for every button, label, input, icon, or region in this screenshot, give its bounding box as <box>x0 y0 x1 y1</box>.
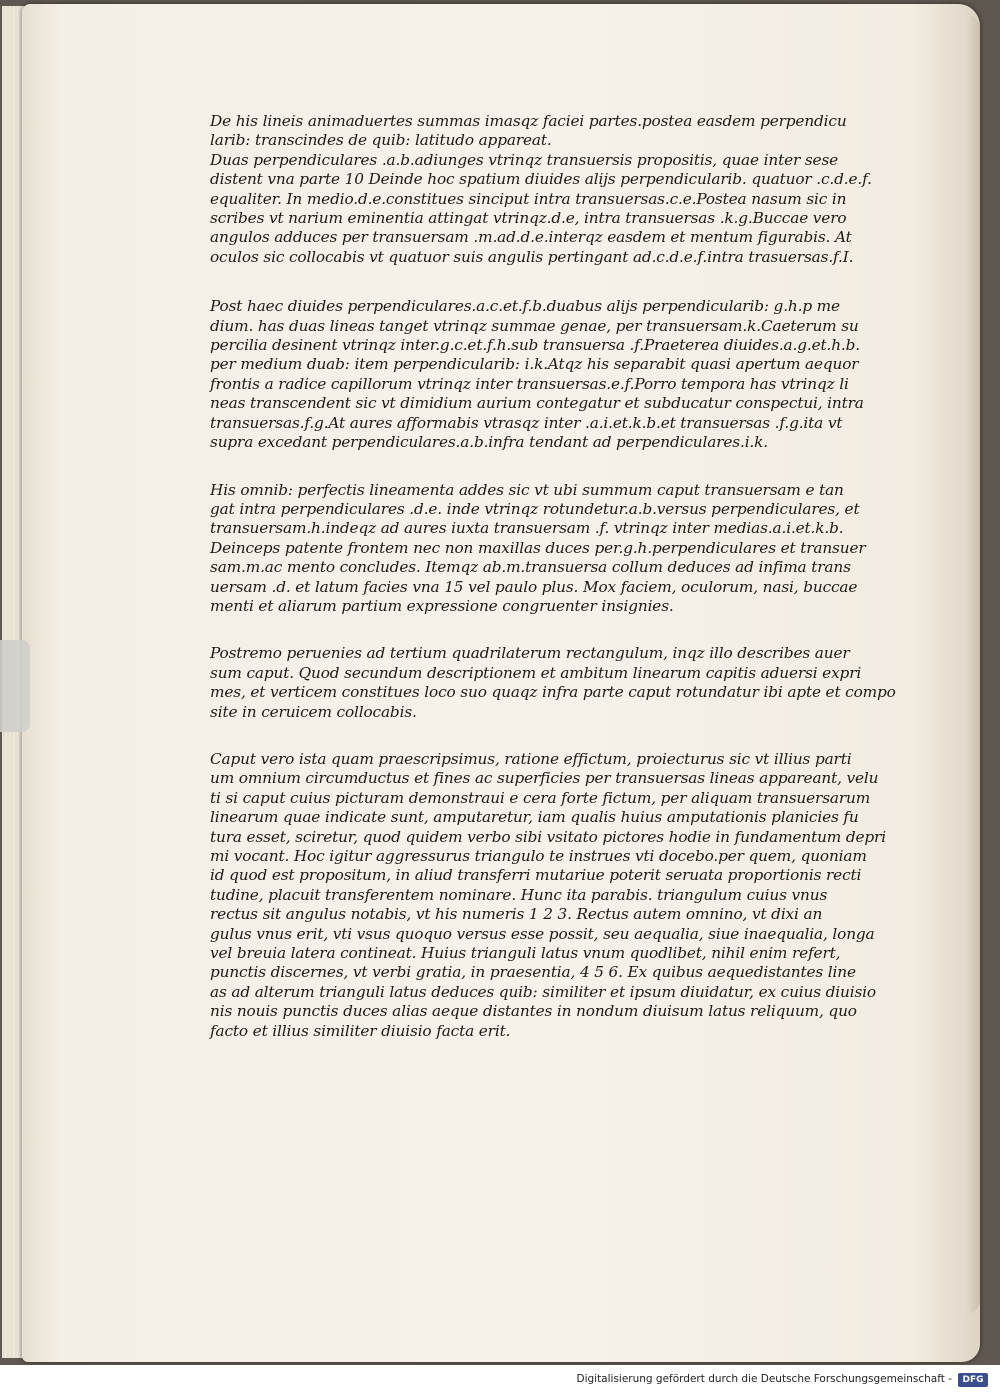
text-line: Post haec diuides perpendiculares.a.c.et.f.b.duabus alijs perpendicularib: g.h.p me <box>210 297 840 316</box>
scanner-tab-marker <box>0 640 30 732</box>
page-edge <box>962 14 980 1314</box>
paragraph-6 <box>210 750 910 1041</box>
text-line: scribes vt narium eminentia attingat vtrinqz.d.e, intra transuersas .k.g.Buccae vero <box>210 209 847 228</box>
text-line: uersam .d. et latum facies vna 15 vel paulo plus. Mox faciem, oculorum, nasi, buccae <box>210 577 858 596</box>
text-line: gulus vnus erit, vti vsus quoquo versus esse possit, seu aequalia, siue inaequalia, longa <box>210 924 875 943</box>
text-line: punctis discernes, vt verbi gratia, in praesentia, 4 5 6. Ex quibus aequedistantes line <box>210 963 856 982</box>
text-line: facto et illius similiter diuisio facta erit. <box>210 1021 511 1040</box>
text-line: ti si caput cuius picturam demonstraui e cera forte fictum, per aliquam transuersarum <box>210 788 871 807</box>
paragraph-4 <box>210 481 910 617</box>
text-line: transuersam.h.indeqz ad aures iuxta transuersam .f. vtrinqz inter medias.a.i.et.k.b. <box>210 519 844 538</box>
text-line: percilia desinent vtrinqz inter.g.c.et.f.h.sub transuersa .f.Praeterea diuides.a.g.et.h.b. <box>210 336 860 355</box>
funding-credit: Digitalisierung gefördert durch die Deutsche Forschungsgemeinschaft - <box>576 1373 952 1385</box>
text-line: vel breuia latera contineat. Huius trianguli latus vnum quodlibet, nihil enim refert, <box>210 944 841 963</box>
text-line: sum caput. Quod secundum descriptionem et ambitum linearum capitis aduersi expri <box>210 663 862 682</box>
paragraph-5 <box>210 644 910 722</box>
text-line: larib: transcindes de quib: latitudo appareat. <box>210 131 552 150</box>
text-line: Duas perpendiculares .a.b.adiunges vtrinqz transuersis propositis, quae inter sese <box>210 150 839 169</box>
text-line: De his lineis animaduertes summas imasqz faciei partes.postea easdem perpendicu <box>210 112 847 130</box>
text-line: transuersas.f.g.At aures afformabis vtrasqz inter .a.i.et.k.b.et transuersas .f.g.ita vt <box>210 413 843 432</box>
text-line: frontis a radice capillorum vtrinqz inter transuersas.e.f.Porro tempora has vtrinqz li <box>210 374 849 393</box>
text-line: supra excedant perpendiculares.a.b.infra tendant ad perpendiculares.i.k. <box>210 433 768 452</box>
text-line: Caput vero ista quam praescripsimus, ratione effictum, proiecturus sic vt illius parti <box>210 749 852 768</box>
text-line: um omnium circumductus et fines ac superficies per transuersas lineas appareant, velu <box>210 769 879 788</box>
text-line: neas transcendent sic vt dimidium aurium contegatur et subducatur conspectui, intra <box>210 394 864 413</box>
dfg-logo-icon: DFG <box>958 1373 988 1387</box>
paragraph-1 <box>210 112 910 151</box>
text-line: sam.m.ac mento concludes. Itemqz ab.m.transuersa collum deduces ad infima trans <box>210 558 851 577</box>
text-line: nis nouis punctis duces alias aeque distantes in nondum diuisum latus reliquum, quo <box>210 1002 857 1021</box>
footer-bar <box>0 1365 1000 1395</box>
paragraph-2 <box>210 151 910 267</box>
text-line: menti et aliarum partium expressione congruenter insignies. <box>210 596 674 615</box>
text-line: tura esset, sciretur, quod quidem verbo sibi vsitato pictores hodie in fundamentum depri <box>210 827 886 846</box>
text-line: Deinceps patente frontem nec non maxillas duces per.g.h.perpendiculares et transuer <box>210 538 866 557</box>
text-line: distent vna parte 10 Deinde hoc spatium diuides alijs perpendicularib. quatuor .c.d.e.f. <box>210 170 872 189</box>
text-line: tudine, placuit transferentem nominare. Hunc ita parabis. triangulum cuius vnus <box>210 885 828 904</box>
text-line: gat intra perpendiculares .d.e. inde vtrinqz rotundetur.a.b.versus perpendiculares, et <box>210 499 860 518</box>
text-line: linearum quae indicate sunt, amputaretur, iam qualis huius amputationis planicies fu <box>210 808 859 827</box>
text-line: oculos sic collocabis vt quatuor suis angulis pertingant ad.c.d.e.f.intra trasuersas.f.I. <box>210 247 854 266</box>
book-page <box>22 4 980 1362</box>
text-line: angulos adduces per transuersam .m.ad.d.e.interqz easdem et mentum figurabis. At <box>210 228 852 247</box>
text-line: per medium duab: item perpendicularib: i.k.Atqz his separabit quasi apertum aequor <box>210 355 859 374</box>
text-line: site in ceruicem collocabis. <box>210 702 417 721</box>
text-line: dium. has duas lineas tanget vtrinqz summae genae, per transuersam.k.Caeterum su <box>210 316 859 335</box>
page-text <box>210 112 910 1069</box>
text-line: His omnib: perfectis lineamenta addes sic vt ubi summum caput transuersam e tan <box>210 480 844 499</box>
text-line: as ad alterum trianguli latus deduces quib: similiter et ipsum diuidatur, ex cuius diuisio <box>210 982 876 1001</box>
text-line: equaliter. In medio.d.e.constitues sinciput intra transuersas.c.e.Postea nasum sic in <box>210 189 847 208</box>
text-line: mes, et verticem constitues loco suo quaqz infra parte caput rotundatur ibi apte et compo <box>210 683 896 702</box>
paragraph-3 <box>210 297 910 452</box>
text-line: mi vocant. Hoc igitur aggressurus triangulo te instrues vti docebo.per quem, quoniam <box>210 847 867 865</box>
text-line: id quod est propositum, in aliud transferri mutariue poterit seruata proportionis recti <box>210 866 862 885</box>
text-line: Postremo peruenies ad tertium quadrilaterum rectangulum, inqz illo describes auer <box>210 644 850 663</box>
text-line: rectus sit angulus notabis, vt his numeris 1 2 3. Rectus autem omnino, vt dixi an <box>210 905 823 924</box>
